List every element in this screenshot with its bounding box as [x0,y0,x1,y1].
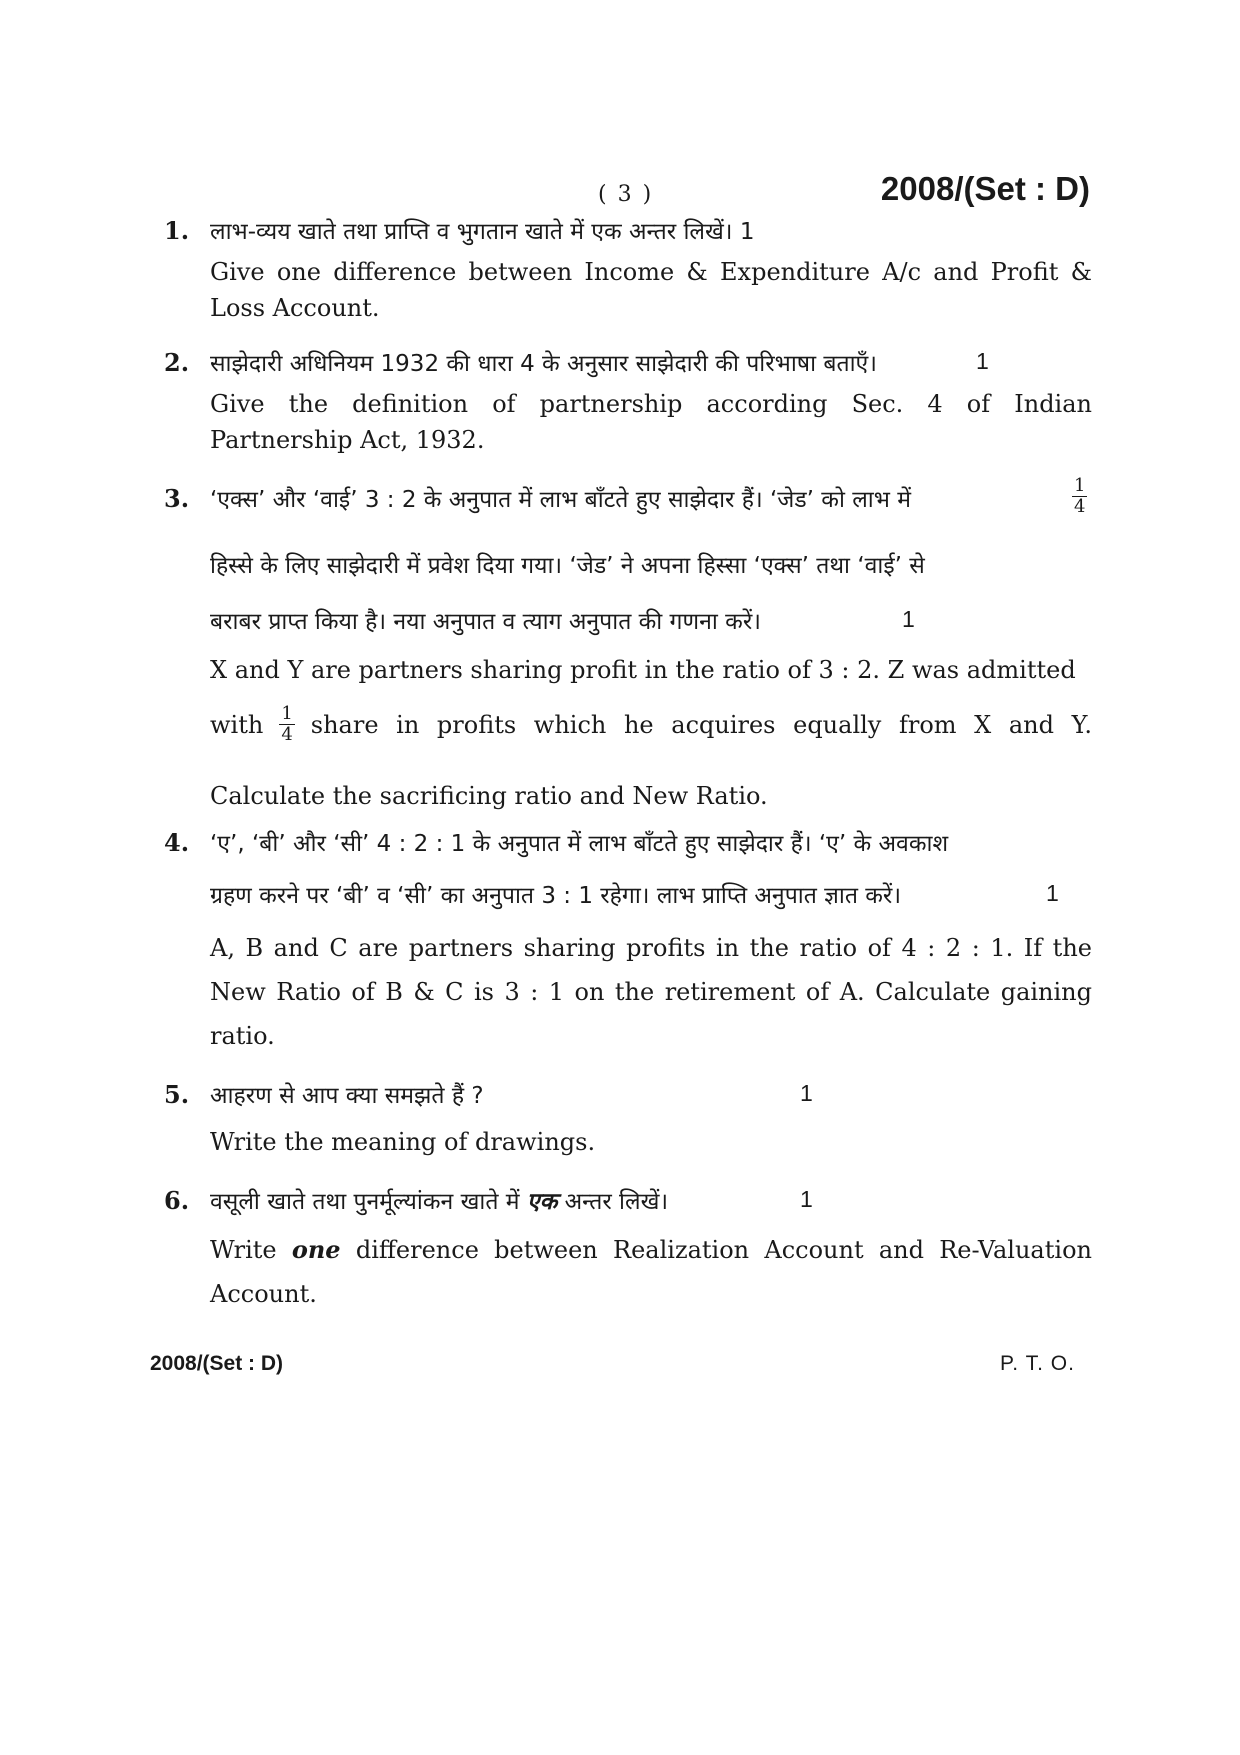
question-number: 4. [164,828,190,857]
question-marks: 1 [976,348,989,374]
question-number: 1. [164,216,190,245]
question-hindi: साझेदारी अधिनियम 1932 की धारा 4 के अनुसार साझेदारी की परिभाषा बताएँ। [210,351,877,377]
question-hindi-line: ‘एक्स’ और ‘वाई’ 3 : 2 के अनुपात में लाभ बाँटते हुए साझेदार हैं। ‘जेड’ को लाभ में [210,487,912,513]
question-hindi-line: ग्रहण करने पर ‘बी’ व ‘सी’ का अनुपात 3 : 1 रहेगा। लाभ प्राप्ति अनुपात ज्ञात करें। [210,883,902,909]
question-marks: 1 [800,1080,813,1106]
question-number: 5. [164,1080,190,1109]
set-header: 2008/(Set : D) [880,170,1090,207]
fraction-one-fourth [1072,476,1087,517]
question-number: 2. [164,348,190,377]
hindi-emphasis: एक [526,1189,558,1215]
english-text: difference between Realization Account and Re-Valuation Account. [210,1236,1092,1308]
question-english-line: Calculate the sacrificing ratio and New Ratio. [210,782,768,810]
english-text: with [210,710,264,739]
fraction-denominator: 4 [281,724,293,745]
question-hindi: लाभ-व्यय खाते तथा प्राप्ति व भुगतान खाते में एक अन्तर लिखें। 1 [210,219,755,245]
hindi-text: अन्तर लिखें। [564,1189,669,1215]
english-text: Write [210,1236,277,1264]
fraction-denominator: 4 [1074,496,1086,517]
question-english: Give one difference between Income & Expenditure A/c and Profit & Loss Account. [210,258,1092,322]
question-number: 6. [164,1186,190,1215]
question-english-line: X and Y are partners sharing profit in the ratio of 3 : 2. Z was admitted [210,656,1076,684]
fraction-one-fourth [279,704,294,745]
question-number: 3. [164,484,190,513]
question-english: Give the definition of partnership according Sec. 4 of Indian Partnership Act, 1932. [210,390,1092,454]
english-emphasis: one [291,1235,341,1264]
question-english [210,1228,1092,1316]
question-hindi [210,1184,668,1216]
fraction-numerator: 1 [1074,475,1086,496]
hindi-text: वसूली खाते तथा पुनर्मूल्यांकन खाते में [210,1189,520,1215]
question-marks: 1 [902,606,915,632]
question-marks: 1 [1046,880,1059,906]
page-number: ( 3 ) [598,182,654,207]
question-marks: 1 [800,1186,813,1212]
footer-set-label: 2008/(Set : D) [150,1352,284,1375]
question-hindi: आहरण से आप क्या समझते हैं ? [210,1083,484,1109]
question-hindi-line: बराबर प्राप्त किया है। नया अनुपात व त्याग अनुपात की गणना करें। [210,609,761,635]
question-hindi-line: ‘ए’, ‘बी’ और ‘सी’ 4 : 2 : 1 के अनुपात में लाभ बाँटते हुए साझेदार हैं। ‘ए’ के अवकाश [210,831,949,857]
question-english-line [210,704,1092,745]
footer-pto: P. T. O. [1000,1352,1075,1375]
question-hindi-line: हिस्से के लिए साझेदारी में प्रवेश दिया गया। ‘जेड’ ने अपना हिस्सा ‘एक्स’ तथा ‘वाई’ से [210,553,925,579]
fraction-numerator: 1 [281,703,293,724]
question-english: A, B and C are partners sharing profits in the ratio of 4 : 2 : 1. If the New Ratio of B & C is 3 : 1 on the retirement of A. Calculate gaining ratio. [210,934,1092,1050]
question-english: Write the meaning of drawings. [210,1128,596,1156]
english-text: share in profits which he acquires equally from X and Y. [310,710,1092,739]
